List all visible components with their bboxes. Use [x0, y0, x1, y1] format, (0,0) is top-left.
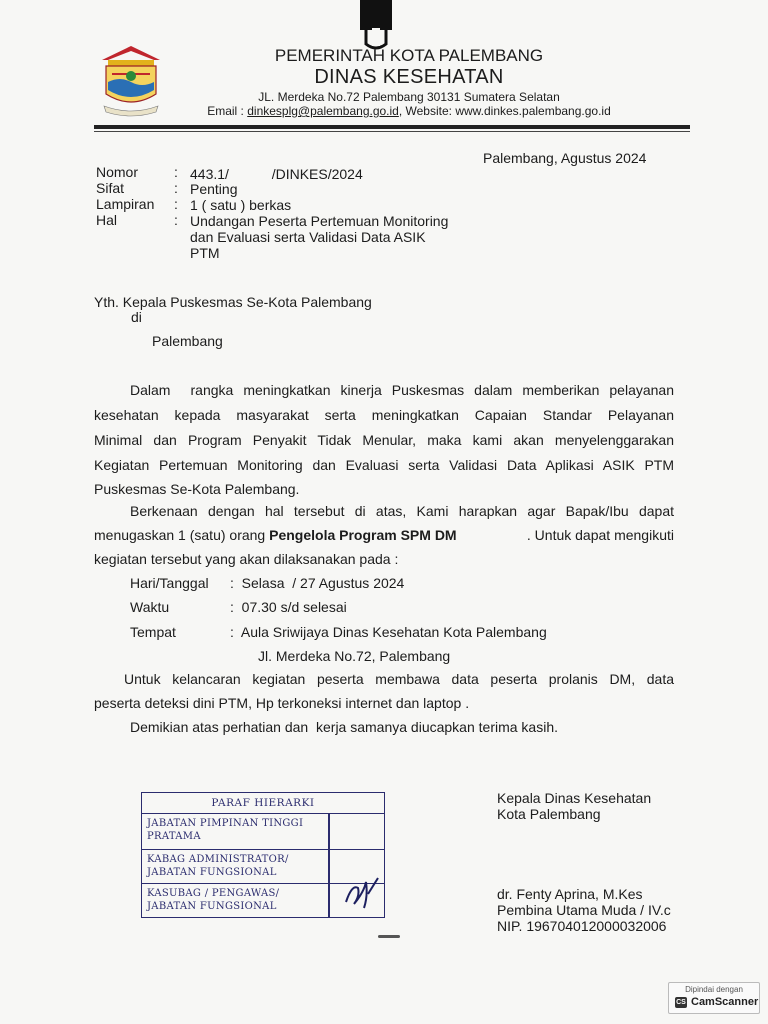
paraf-row-label: JABATAN PIMPINAN TINGGI PRATAMA [147, 818, 304, 842]
meta-label-nomor: Nomor [96, 164, 139, 180]
paragraph-line [94, 523, 674, 547]
signatory-name: dr. Fenty Aprina, M.Kes [497, 886, 643, 902]
header-office-name: DINAS KESEHATAN [314, 66, 504, 88]
letter-date: Palembang, Agustus 2024 [483, 150, 647, 166]
scanner-brand: CamScanner [691, 996, 759, 1008]
schedule-label-time: Waktu [130, 599, 170, 615]
meta-sep: : [174, 180, 178, 196]
paragraph-line: Dalam rangka meningkatkan kinerja Puskesmas dalam memberikan pelayanan [130, 382, 674, 398]
schedule-value-time: : 07.30 s/d selesai [230, 599, 347, 615]
header-thin-rule [94, 131, 690, 132]
meta-sep: : [174, 196, 178, 212]
paraf-row-label: KABAG ADMINISTRATOR/ JABATAN FUNGSIONAL [147, 854, 289, 878]
paraf-hierarki-table [141, 792, 385, 918]
schedule-value-place: : Aula Sriwijaya Dinas Kesehatan Kota Palembang [230, 624, 547, 640]
paraf-row [142, 884, 384, 917]
addressee-line: Yth. Kepala Puskesmas Se-Kota Palembang [94, 294, 372, 310]
binder-clip-image [352, 0, 400, 50]
paragraph-line: kegiatan tersebut yang akan dilaksanakan pada : [94, 551, 399, 567]
scanner-label: Dipindai dengan [685, 985, 743, 994]
paragraph-line: kesehatan kepada masyarakat serta meningkatkan Capaian Standar Pelayanan [94, 407, 674, 423]
schedule-label-date: Hari/Tanggal [130, 575, 209, 591]
paragraph-line: Minimal dan Program Penyakit Tidak Menular, maka kami akan menyelenggarakan [94, 432, 674, 448]
paragraph-line: Puskesmas Se-Kota Palembang. [94, 481, 300, 497]
program-name-bold: Pengelola Program SPM DM [269, 527, 457, 543]
addressee-city: Palembang [152, 333, 223, 349]
paraf-row-label: KASUBAG / PENGAWAS/ JABATAN FUNGSIONAL [147, 888, 280, 912]
meta-value-sifat: Penting [190, 181, 238, 197]
meta-label-sifat: Sifat [96, 180, 125, 196]
paragraph-text: . Untuk dapat mengikuti [526, 527, 674, 543]
schedule-value-place-cont: Jl. Merdeka No.72, Palembang [258, 648, 451, 664]
paragraph-text: menugaskan 1 (satu) orang Pengelola Program SPM DM [94, 527, 457, 543]
meta-sep: : [174, 164, 178, 180]
camscanner-logo-icon: CS [676, 999, 686, 1006]
paragraph-line: Berkenaan dengan hal tersebut di atas, Kami harapkan agar Bapak/Ibu dapat [130, 503, 674, 519]
header-government-name: PEMERINTAH KOTA PALEMBANG [274, 46, 544, 65]
meta-value-hal-cont: PTM [190, 245, 220, 261]
paragraph-line: Kegiatan Pertemuan Monitoring dan Evaluasi serta Validasi Data Aplikasi ASIK PTM [94, 457, 674, 473]
meta-label-lampiran: Lampiran [96, 196, 155, 212]
signatory-title: Kepala Dinas Kesehatan [497, 790, 652, 806]
signatory-nip: NIP. 196704012000032006 [497, 918, 667, 934]
header-contact [0, 104, 768, 118]
email-link[interactable]: dinkesplg@palembang.go.id [247, 104, 399, 118]
addressee-di: di [131, 309, 142, 325]
signatory-rank: Pembina Utama Muda / IV.c [497, 902, 671, 918]
meta-sep: : [174, 212, 178, 228]
schedule-value-date: : Selasa / 27 Agustus 2024 [230, 575, 405, 591]
header-thick-rule [94, 125, 690, 129]
email-label: Email : [207, 104, 248, 118]
meta-value-hal-cont: dan Evaluasi serta Validasi Data ASIK [190, 229, 426, 245]
paragraph-line: Untuk kelancaran kegiatan peserta membawa data peserta prolanis DM, data [124, 671, 674, 687]
website-text: , Website: www.dinkes.palembang.go.id [398, 104, 611, 118]
initial-signature-icon [338, 874, 384, 914]
header-address: JL. Merdeka No.72 Palembang 30131 Sumatera Selatan [258, 90, 560, 104]
ink-smudge [378, 935, 400, 938]
meta-value-lampiran: 1 ( satu ) berkas [190, 197, 292, 213]
paraf-table-heading: PARAF HIERARKI [142, 793, 384, 814]
schedule-label-place: Tempat [130, 624, 176, 640]
meta-value-hal: Undangan Peserta Pertemuan Monitoring [190, 213, 449, 229]
paraf-row [142, 813, 384, 850]
meta-label-hal: Hal [96, 212, 118, 228]
signatory-title-city: Kota Palembang [497, 806, 601, 822]
camscanner-watermark [668, 982, 760, 1014]
meta-value-nomor: 443.1/ /DINKES/2024 [190, 166, 363, 182]
paragraph-line: peserta deteksi dini PTM, Hp terkoneksi internet dan laptop . [94, 695, 470, 711]
closing-line: Demikian atas perhatian dan kerja samanya diucapkan terima kasih. [130, 719, 559, 735]
